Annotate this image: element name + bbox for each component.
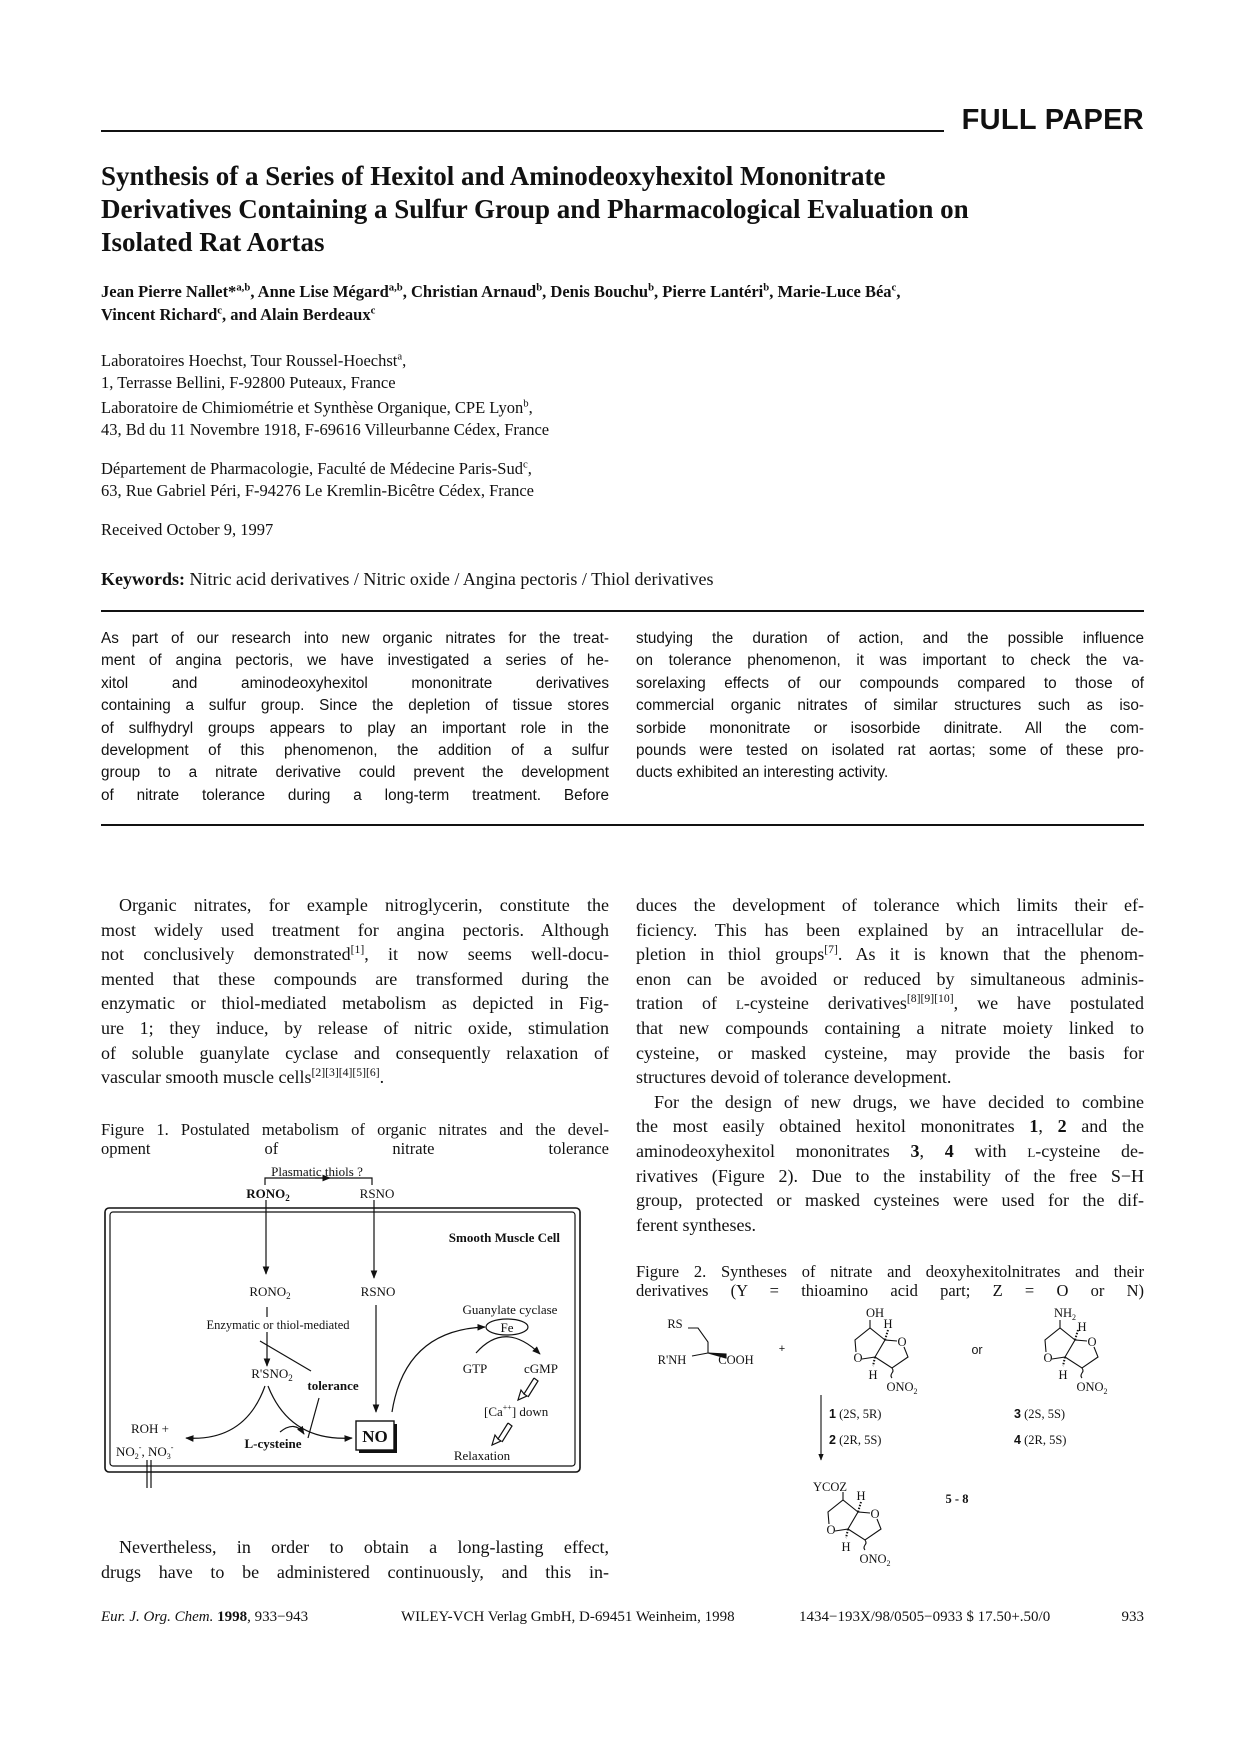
tolerance-block-line [308, 1398, 319, 1438]
text-line [101, 480, 801, 502]
text-line [636, 762, 1144, 784]
text-segment: , it now seems well-docu- [364, 944, 609, 965]
text-line [636, 1041, 1144, 1066]
text-line [101, 1120, 609, 1139]
text-line [636, 740, 1144, 762]
text-segment: of sulfhydryl groups appears to play an important role in the [101, 719, 609, 737]
text-segment: . As it is known that the phenom- [837, 944, 1145, 965]
text-segment: a [397, 350, 403, 363]
cell-label: Smooth Muscle Cell [448, 1230, 560, 1245]
ono2-label: $ONO_2$ [859, 1552, 891, 1568]
text-segment: Laboratoire de Chimiométrie et Synthèse Organique, CPE Lyon [101, 398, 524, 417]
text-line [101, 718, 609, 740]
journal-name: Eur. J. Org. Chem. [101, 1609, 214, 1625]
guanylate-cyclase-label: Guanylate cyclase [462, 1302, 558, 1317]
rono2-outside: $RONO_2$ [246, 1186, 290, 1203]
text-segment: , [528, 398, 533, 417]
text-segment: xitol and aminodeoxyhexitol mononitrate derivatives [101, 674, 609, 692]
text-segment: , [402, 351, 407, 370]
text-segment: the most easily obtained hexitol mononitrates [636, 1116, 1030, 1137]
hollow-arrow-1 [518, 1378, 538, 1400]
text-line [636, 1188, 1144, 1213]
text-segment: and the [1066, 1116, 1145, 1137]
text-line [101, 762, 609, 784]
roh-arrow [186, 1386, 265, 1438]
text-line [101, 991, 609, 1016]
text-segment: , Christian Arnaud [402, 282, 537, 301]
text-segment: Organic nitrates, for example nitroglycerin, constitute the [119, 895, 609, 915]
text-segment: ducts exhibited an interesting activity. [636, 764, 889, 782]
text-segment: group to a nitrate derivative could prevent the development [101, 764, 609, 782]
gtp-label: GTP [462, 1361, 488, 1376]
text-segment: c [522, 458, 528, 471]
ono2-label: $ONO_2$ [886, 1380, 918, 1396]
text-segment: Laboratoires Hoechst, Tour Roussel-Hoechst [101, 351, 398, 370]
text-line [101, 280, 1151, 303]
oh-label: OH [865, 1306, 885, 1320]
text-segment: 63, Rue Gabriel Péri, F-94276 Le Kremlin-Bicêtre Cédex, France [101, 480, 534, 500]
no-label: NO [362, 1427, 388, 1446]
text-segment: cysteine, or masked cysteine, may provide the basis for [636, 1042, 1144, 1063]
rs-label: RS [667, 1317, 683, 1331]
text-line [636, 991, 1144, 1016]
text-segment: enzymatic or thiol-mediated metabolism as depicted in Fig- [101, 993, 609, 1014]
text-segment: b [523, 397, 529, 410]
text-segment: sorelaxing effects of our compounds compared to those of [636, 674, 1144, 692]
text-line [636, 893, 1144, 918]
ono2-label: $ONO_2$ [1076, 1380, 1108, 1396]
text-line [636, 1016, 1144, 1041]
text-segment: b [648, 281, 655, 294]
compound-1-label: 1 (2S, 5R) [829, 1407, 882, 1421]
text-line [101, 785, 609, 807]
text-line [636, 1114, 1144, 1139]
text-segment: c [217, 304, 223, 317]
text-line [636, 718, 1144, 740]
text-segment: enon can be avoided or reduced by simultaneous adminis- [636, 968, 1144, 989]
title-line: Derivatives Containing a Sulfur Group and Pharmacological Evaluation on [101, 194, 969, 224]
hexitol-mononitrate-structure [855, 1320, 908, 1378]
text-segment: [2][3][4][5][6] [311, 1066, 380, 1080]
text-segment: , [919, 1140, 945, 1161]
text-segment: Vincent Richard [101, 305, 218, 324]
text-line [636, 695, 1144, 717]
text-segment: , Pierre Lantéri [654, 282, 764, 301]
text-segment: ment of angina pectoris, we have investigated a series of he- [101, 652, 609, 670]
author-list [101, 280, 1151, 326]
rono2-inside: $RONO_2$ [249, 1284, 291, 1301]
text-line [101, 695, 609, 717]
text-segment: 43, Bd du 11 Novembre 1918, F-69616 Villeurbanne Cédex, France [101, 419, 550, 439]
keywords-text: Nitric acid derivatives / Nitric oxide / Angina pectoris / Thiol derivatives [189, 569, 714, 589]
h-label: H [868, 1368, 878, 1382]
text-segment: ure 1; they induce, by release of nitric oxide, stimulation [101, 1017, 609, 1038]
text-segment: , and Alain Berdeaux [222, 305, 371, 324]
text-line [636, 918, 1144, 943]
affiliation-b [101, 397, 801, 440]
text-line [101, 1041, 609, 1066]
text-line [101, 397, 801, 419]
enzymatic-label: Enzymatic or thiol-mediated [206, 1318, 350, 1332]
gtp-cgmp-arrow [476, 1337, 540, 1354]
relaxation-label: Relaxation [453, 1448, 511, 1463]
text-line [636, 673, 1144, 695]
text-segment: Nevertheless, in order to obtain a long-lasting effect, [119, 1537, 609, 1557]
compound-4-label: 4 (2R, 5S) [1014, 1433, 1067, 1447]
text-segment: sorbide mononitrate or isosorbide dinitrate. All the com- [636, 719, 1144, 737]
text-segment: Département de Pharmacologie, Faculté de Médecine Paris-Sud [101, 459, 523, 478]
text-segment: 1 [1029, 1116, 1039, 1137]
page-number: 933 [1121, 1609, 1144, 1625]
text-line [101, 942, 609, 967]
journal-year: 1998 [217, 1609, 248, 1625]
rsno-inside: RSNO [360, 1284, 396, 1299]
section-label: FULL PAPER [961, 104, 1144, 136]
text-segment: As part of our research into new organic nitrates for the treat- [101, 630, 609, 647]
text-segment: c [370, 304, 376, 317]
text-line [101, 372, 801, 394]
hollow-arrow-2 [492, 1423, 512, 1445]
text-segment: l [735, 993, 744, 1014]
nh-bond [692, 1353, 708, 1356]
text-segment: c [891, 281, 897, 294]
text-segment: ferent syntheses. [636, 1214, 756, 1235]
text-segment: mented that these compounds are transformed during the [101, 968, 609, 989]
text-segment: . [379, 1067, 385, 1088]
text-segment: 4 [944, 1140, 954, 1161]
text-segment: of nitrate tolerance during a long-term treatment. Before [101, 786, 609, 804]
text-line [101, 628, 609, 650]
cgmp-label: cGMP [524, 1361, 558, 1376]
text-segment: group, protected or masked cysteines were used for the dif- [636, 1190, 1144, 1211]
figure1-diagram [90, 1150, 630, 1510]
text-segment: , [1038, 1116, 1058, 1137]
text-line [101, 1065, 609, 1090]
roh-label: ROH + [130, 1421, 170, 1436]
abstract-left-column [101, 628, 609, 807]
text-line [101, 918, 609, 943]
cooh-label: COOH [718, 1353, 754, 1367]
text-segment: 3 [910, 1140, 920, 1161]
cell-outer-membrane [105, 1208, 580, 1472]
text-segment: , Anne Lise Mégard [250, 282, 389, 301]
text-line [101, 350, 801, 372]
product-structure [828, 1492, 881, 1550]
text-segment: aminodeoxyhexitol mononitrates [636, 1140, 911, 1161]
o-label: O [826, 1523, 836, 1537]
text-segment: 1, Terrasse Bellini, F-92800 Puteaux, France [101, 372, 396, 392]
h-label: H [841, 1540, 851, 1554]
text-segment: containing a sulfur group. Since the depletion of tissue stores [101, 697, 609, 715]
tolerance-label: tolerance [307, 1378, 359, 1393]
text-line [101, 650, 609, 672]
text-segment: -cysteine de- [1035, 1140, 1145, 1161]
rsno2-label: $R'SNO_2$ [251, 1366, 293, 1383]
o-label: O [853, 1351, 863, 1365]
text-segment: a,b [388, 281, 403, 294]
text-line [636, 1065, 1144, 1090]
text-segment: rivatives (Figure 2). Due to the instability of the free S−H [636, 1165, 1144, 1186]
text-line [636, 1213, 1144, 1238]
text-segment: development of this phenomenon, the addition of a sulfur [101, 741, 609, 759]
plasmatic-bracket [265, 1178, 372, 1185]
text-segment: [1] [350, 943, 365, 957]
text-segment: pounds were tested on isolated rat aortas; some of these pro- [636, 741, 1144, 759]
figure2-scheme [630, 1260, 1150, 1590]
text-segment: Jean Pierre Nallet* [101, 282, 237, 301]
h-label: H [1077, 1320, 1087, 1334]
o-label: O [897, 1335, 907, 1349]
body-right-column [636, 893, 1144, 1237]
o-label: O [870, 1507, 880, 1521]
products-label: 5 - 8 [945, 1492, 969, 1506]
text-segment: Figure 1. Postulated metabolism of organic nitrates and the devel- [101, 1120, 609, 1139]
text-segment: b [763, 281, 770, 294]
text-segment: on tolerance phenomenon, it was important to check the va- [636, 652, 1144, 670]
cysteine-backbone [688, 1328, 708, 1353]
keywords-label: Keywords: [101, 569, 185, 589]
plus-sign: + [778, 1343, 786, 1355]
text-segment: studying the duration of action, and the possible influence [636, 630, 1144, 647]
title-line: Synthesis of a Series of Hexitol and Aminodeoxyhexitol Mononitrate [101, 161, 886, 191]
text-line [101, 967, 609, 992]
text-line [636, 1090, 1144, 1115]
text-segment: , Denis Bouchu [542, 282, 649, 301]
or-label: or [971, 1343, 983, 1357]
paper-title [101, 160, 1151, 259]
text-segment: l [1027, 1140, 1036, 1161]
text-segment: , [896, 282, 901, 301]
title-line: Isolated Rat Aortas [101, 227, 325, 257]
affiliation-a [101, 350, 801, 393]
abstract-top-rule [101, 610, 1144, 612]
body-left-column [101, 893, 609, 1090]
nh2-label: $NH_2$ [1053, 1306, 1077, 1322]
text-segment: commercial organic nitrates of similar structures such as iso- [636, 697, 1144, 715]
h-label: H [1058, 1368, 1068, 1382]
journal-pages: , 933−943 [247, 1609, 309, 1625]
text-line [636, 942, 1144, 967]
l-cysteine-label: L-cysteine [244, 1436, 302, 1451]
rsno-outside: RSNO [359, 1186, 395, 1201]
plasmatic-thiols-label: Plasmatic thiols ? [271, 1164, 363, 1179]
text-segment: , we have postulated [953, 993, 1145, 1014]
body-left-column-continued [101, 1535, 609, 1584]
issn: 1434−193X/98/0505−0933 $ 17.50+.50/0 [799, 1609, 1051, 1625]
calcium-label: [Ca++] down [484, 1403, 549, 1419]
text-line [101, 1535, 609, 1560]
text-line [101, 673, 609, 695]
ycoz-label: YCOZ [812, 1480, 848, 1494]
text-line [636, 1164, 1144, 1189]
nitrite-nitrate-label: $NO_2^-$, $NO_3^-$ [116, 1443, 174, 1461]
abstract-bottom-rule [101, 824, 1144, 826]
text-line [101, 1016, 609, 1041]
text-line [101, 458, 801, 480]
publisher: WILEY-VCH Verlag GmbH, D-69451 Weinheim, 1998 [401, 1609, 735, 1625]
text-line [636, 650, 1144, 672]
o-label: O [1043, 1351, 1053, 1365]
text-segment: vascular smooth muscle cells [101, 1067, 312, 1088]
h-label: H [883, 1317, 893, 1331]
text-segment: a,b [236, 281, 251, 294]
abstract-right-column [636, 628, 1144, 785]
text-segment: [7] [824, 943, 838, 957]
affiliation-c [101, 458, 801, 501]
h-label: H [856, 1489, 866, 1503]
aminodeoxyhexitol-mononitrate-structure [1045, 1320, 1098, 1378]
text-segment: b [536, 281, 543, 294]
fe-label: Fe [500, 1320, 514, 1335]
text-segment: , Marie-Luce Béa [769, 282, 892, 301]
text-line [636, 967, 1144, 992]
header-rule [101, 130, 944, 132]
text-line [101, 303, 1151, 326]
text-line [101, 419, 801, 441]
text-segment: most widely used treatment for angina pectoris. Although [101, 919, 609, 940]
o-label: O [1087, 1335, 1097, 1349]
text-segment: structures devoid of tolerance development. [636, 1067, 952, 1088]
text-segment: Figure 2. Syntheses of nitrate and deoxyhexitolnitrates and their [636, 1262, 1144, 1281]
journal-citation [101, 1609, 308, 1626]
text-segment: ficiency. This has been explained by an intracellular de- [636, 919, 1144, 940]
text-segment: not conclusively demonstrated [101, 944, 351, 965]
compound-3-label: 3 (2S, 5S) [1014, 1407, 1066, 1421]
text-line [101, 893, 609, 918]
keywords [101, 569, 714, 590]
text-segment: derivatives (Y = thioamino acid part; Z = O or N) [636, 1281, 1144, 1300]
blocked-exit-mark [147, 1460, 151, 1488]
text-segment: tration of [636, 993, 736, 1014]
text-line [101, 740, 609, 762]
text-segment: opment of nitrate tolerance [101, 1139, 609, 1158]
text-segment: drugs have to be administered continuously, and this in- [101, 1561, 609, 1582]
text-segment: that new compounds containing a nitrate moiety linked to [636, 1017, 1144, 1038]
text-line [636, 628, 1144, 650]
text-segment: with [953, 1140, 1028, 1161]
text-segment: , [527, 459, 532, 478]
text-segment: [8][9][10] [906, 992, 954, 1006]
rnh-label: R'NH [657, 1353, 687, 1367]
text-line [101, 1560, 609, 1585]
text-segment: -cysteine derivatives [743, 993, 907, 1014]
text-segment: of soluble guanylate cyclase and consequently relaxation of [101, 1042, 609, 1063]
text-segment: pletion in thiol groups [636, 944, 825, 965]
text-segment: duces the development of tolerance which limits their ef- [636, 895, 1144, 915]
text-line [636, 1139, 1144, 1164]
received-date: Received October 9, 1997 [101, 520, 274, 539]
text-segment: For the design of new drugs, we have decided to combine [654, 1091, 1144, 1112]
compound-2-label: 2 (2R, 5S) [829, 1433, 882, 1447]
text-segment: 2 [1057, 1116, 1067, 1137]
